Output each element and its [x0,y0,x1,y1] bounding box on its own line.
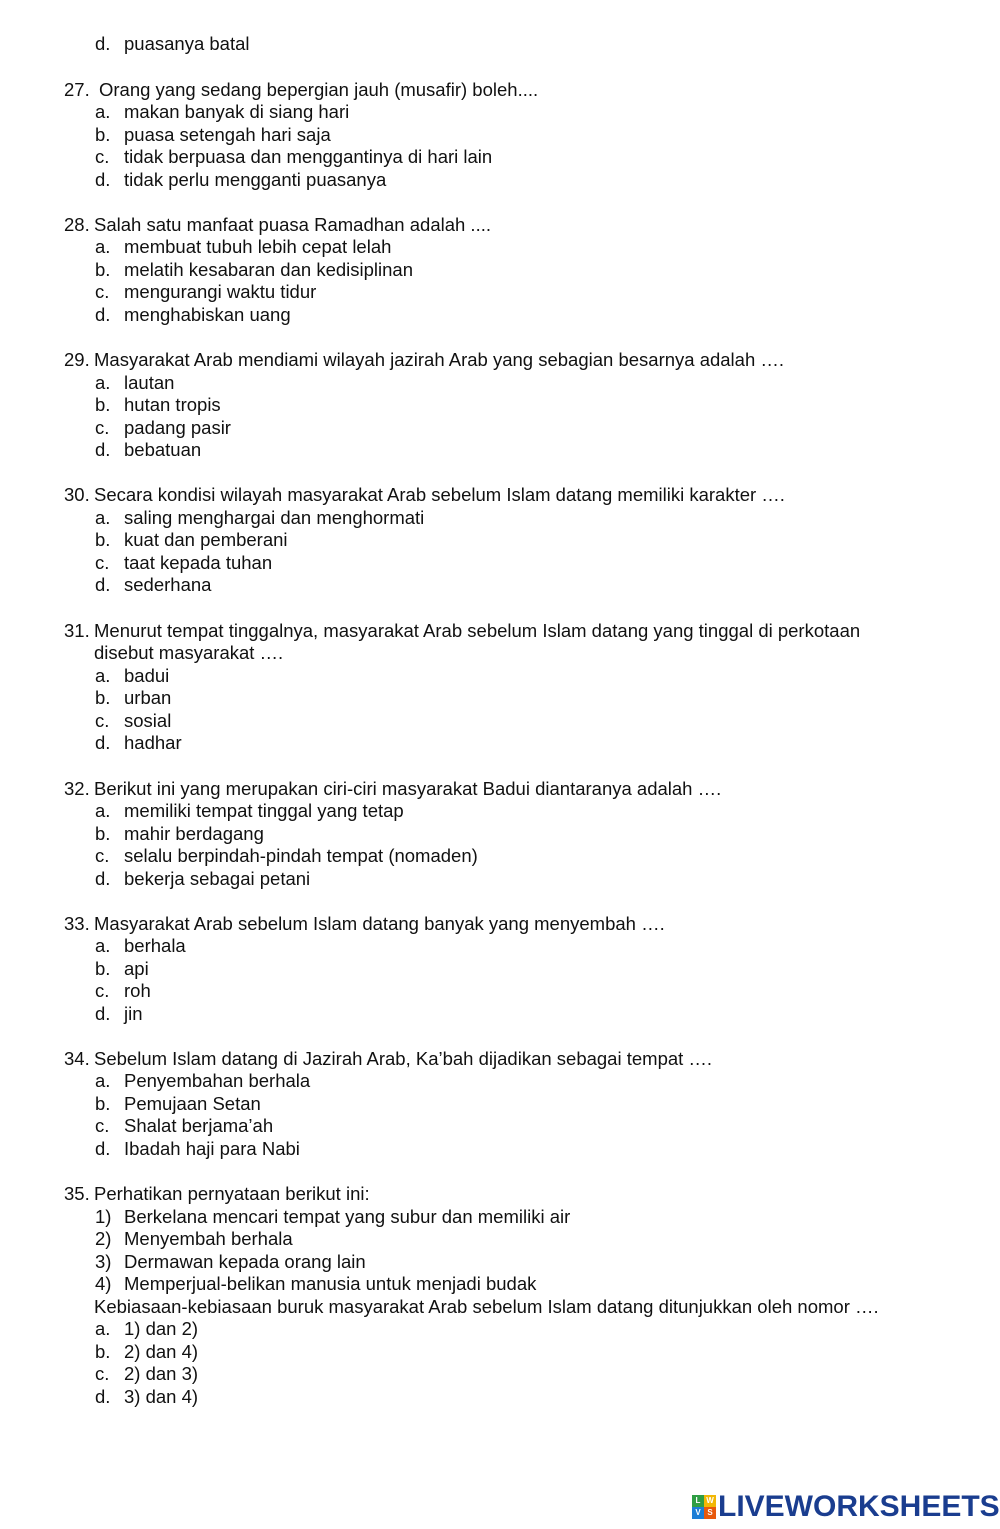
option-line: d. 3) dan 4) [95,1386,199,1407]
liveworksheets-logo [692,1490,1000,1524]
option-line: a. 1) dan 2) [95,1318,199,1339]
option-line: d. menghabiskan uang [95,304,291,325]
option-line: c. Shalat berjama’ah [95,1115,274,1136]
option-line: c. selalu berpindah-pindah tempat (nomaden) [95,845,478,866]
question-continuation: Kebiasaan-kebiasaan buruk masyarakat Arab sebelum Islam datang ditunjukkan oleh nomor …. [94,1296,879,1317]
option-line: d. puasanya batal [95,33,250,54]
question-continuation: disebut masyarakat …. [94,642,284,663]
option-line: a. badui [95,665,170,686]
statement-line: 4) Memperjual-belikan manusia untuk menjadi budak [95,1273,537,1294]
option-line: d. jin [95,1003,143,1024]
option-line: b. api [95,958,149,979]
option-line: d. sederhana [95,574,212,595]
option-line: b. kuat dan pemberani [95,529,288,550]
option-line: a. membuat tubuh lebih cepat lelah [95,236,392,257]
option-line: b. puasa setengah hari saja [95,124,331,145]
option-line: a. berhala [95,935,186,956]
question-31: 31. Menurut tempat tinggalnya, masyarakat Arab sebelum Islam datang yang tinggal di perkotaan [64,620,861,641]
option-line: b. urban [95,687,172,708]
option-line: c. tidak berpuasa dan menggantinya di hari lain [95,146,493,167]
question-33: 33. Masyarakat Arab sebelum Islam datang banyak yang menyembah …. [64,913,665,934]
option-line: b. mahir berdagang [95,823,264,844]
option-line: b. 2) dan 4) [95,1341,199,1362]
option-line: c. padang pasir [95,417,231,438]
option-line: b. melatih kesabaran dan kedisiplinan [95,259,413,280]
option-line: b. hutan tropis [95,394,221,415]
option-line: d. bebatuan [95,439,202,460]
liveworksheets-logo-icon: L W V S [692,1495,716,1519]
statement-line: 3) Dermawan kepada orang lain [95,1251,366,1272]
option-line: a. saling menghargai dan menghormati [95,507,425,528]
statement-line: 2) Menyembah berhala [95,1228,293,1249]
option-line: d. bekerja sebagai petani [95,868,311,889]
option-line: a. memiliki tempat tinggal yang tetap [95,800,404,821]
option-line: a. lautan [95,372,175,393]
question-30: 30. Secara kondisi wilayah masyarakat Arab sebelum Islam datang memiliki karakter …. [64,484,785,505]
option-line: c. 2) dan 3) [95,1363,199,1384]
option-line: a. Penyembahan berhala [95,1070,311,1091]
question-29: 29. Masyarakat Arab mendiami wilayah jazirah Arab yang sebagian besarnya adalah …. [64,349,785,370]
question-32: 32. Berikut ini yang merupakan ciri-ciri masyarakat Badui diantaranya adalah …. [64,778,722,799]
option-line: a. makan banyak di siang hari [95,101,350,122]
option-line: c. sosial [95,710,172,731]
option-line: b. Pemujaan Setan [95,1093,261,1114]
option-line: c. roh [95,980,151,1001]
question-28: 28. Salah satu manfaat puasa Ramadhan adalah .... [64,214,491,235]
question-34: 34. Sebelum Islam datang di Jazirah Arab, Ka’bah dijadikan sebagai tempat …. [64,1048,713,1069]
option-line: d. Ibadah haji para Nabi [95,1138,300,1159]
statement-line: 1) Berkelana mencari tempat yang subur dan memiliki air [95,1206,571,1227]
option-line: d. hadhar [95,732,182,753]
question-35: 35. Perhatikan pernyataan berikut ini: [64,1183,370,1204]
option-line: d. tidak perlu mengganti puasanya [95,169,387,190]
option-line: c. taat kepada tuhan [95,552,273,573]
question-27: 27. Orang yang sedang bepergian jauh (musafir) boleh.... [64,79,539,100]
option-line: c. mengurangi waktu tidur [95,281,317,302]
logo-text: LIVEWORKSHEETS [718,1490,1000,1523]
